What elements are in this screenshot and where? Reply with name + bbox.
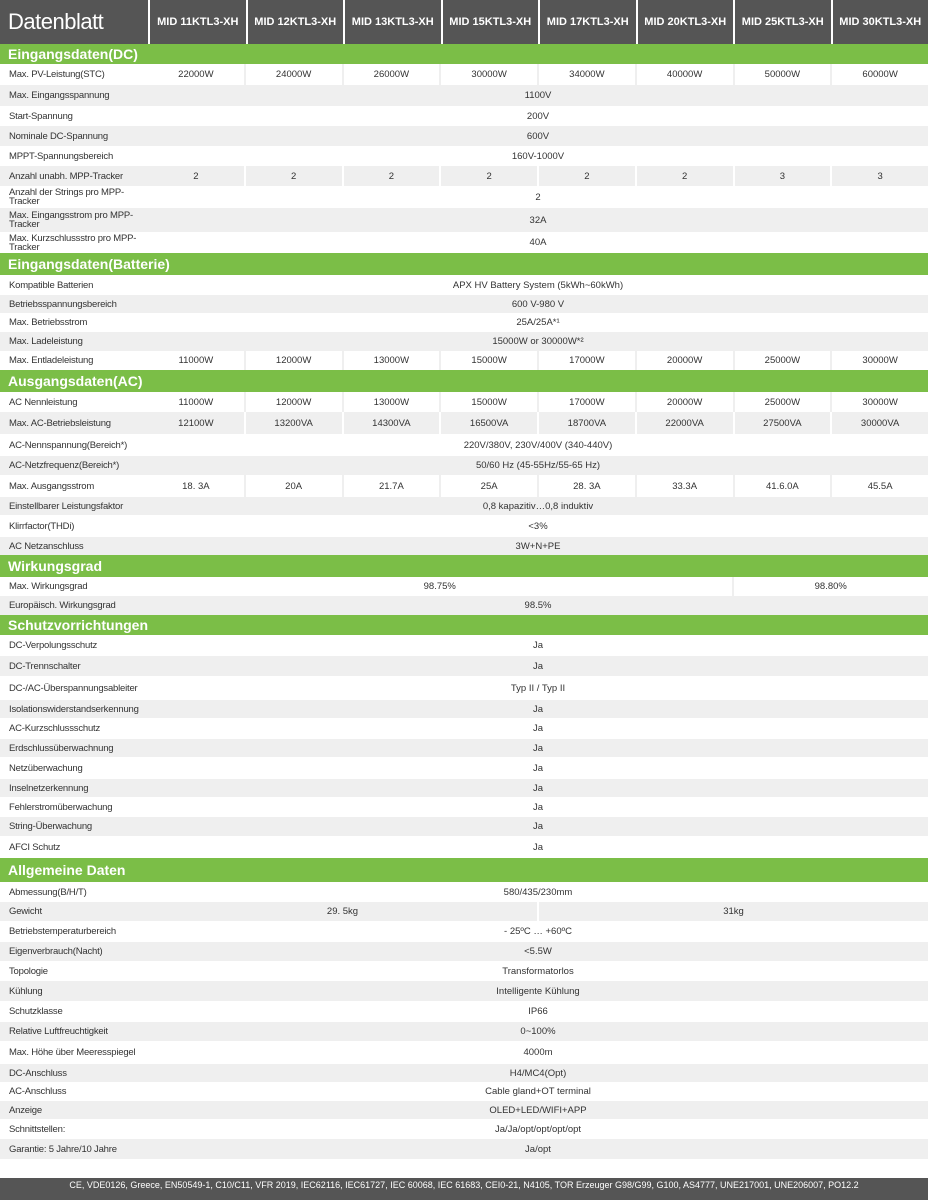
spec-label: Max. Wirkungsgrad xyxy=(9,581,88,592)
spec-value: 29. 5kg xyxy=(326,906,359,917)
spec-label: Anzeige xyxy=(9,1104,42,1116)
spec-value: 41.6.0A xyxy=(733,475,831,497)
spec-label: Klirrfactor(THDi) xyxy=(9,520,75,532)
spec-value: Ja xyxy=(532,742,544,754)
spec-label: Einstellbarer Leistungsfaktor xyxy=(9,500,124,512)
spec-row xyxy=(0,186,928,208)
spec-label: DC-/AC-Überspannungsableiter xyxy=(9,682,138,694)
spec-label: Betriebsspannungsbereich xyxy=(9,298,117,310)
spec-value: 20A xyxy=(244,475,342,497)
spec-value: Ja xyxy=(532,660,544,672)
spec-row xyxy=(0,676,928,700)
spec-value: H4/MC4(Opt) xyxy=(509,1067,567,1079)
spec-value: Ja xyxy=(532,801,544,813)
spec-value: 2 xyxy=(537,166,635,186)
spec-row xyxy=(0,1139,928,1159)
spec-value: 4000m xyxy=(523,1047,553,1058)
spec-label: Anzahl unabh. MPP-Tracker xyxy=(9,170,123,182)
model-header: MID 30KTL3-XH xyxy=(833,0,928,44)
spec-value: - 25ºC … +60ºC xyxy=(504,926,572,937)
spec-row xyxy=(0,1064,928,1082)
spec-row xyxy=(0,961,928,981)
spec-value: Intelligente Kühlung xyxy=(496,985,580,997)
spec-row xyxy=(0,392,928,412)
spec-value: 30000W xyxy=(830,392,928,412)
spec-value: IP66 xyxy=(528,1006,548,1017)
section-header: Schutzvorrichtungen xyxy=(0,615,928,635)
spec-label: Schnittstellen: xyxy=(9,1123,66,1135)
spec-label: Garantie: 5 Jahre/10 Jahre xyxy=(9,1143,117,1155)
section-header: Wirkungsgrad xyxy=(0,555,928,577)
spec-value: 2 xyxy=(342,166,440,186)
spec-row xyxy=(0,836,928,858)
spec-value: OLED+LED/WIFI+APP xyxy=(489,1104,587,1116)
spec-row xyxy=(0,700,928,718)
spec-row xyxy=(0,1041,928,1064)
spec-label: String-Überwachung xyxy=(9,821,92,832)
spec-value: 98.75% xyxy=(423,581,456,592)
spec-value: 26000W xyxy=(342,64,440,85)
spec-value: Ja/opt xyxy=(525,1143,551,1155)
spec-value: 22000VA xyxy=(635,412,733,434)
spec-value: 30000W xyxy=(830,351,928,370)
spec-label: Inselnetzerkennung xyxy=(9,782,89,794)
spec-label: AC Netzanschluss xyxy=(9,540,84,552)
spec-value: 200V xyxy=(526,110,550,122)
spec-value: 3 xyxy=(733,166,831,186)
spec-value: 50000W xyxy=(733,64,831,85)
spec-label: MPPT-Spannungsbereich xyxy=(9,150,114,162)
spec-value: 50/60 Hz (45-55Hz/55-65 Hz) xyxy=(475,460,601,471)
spec-value: 30000VA xyxy=(830,412,928,434)
spec-label: Kühlung xyxy=(9,985,43,997)
spec-row xyxy=(0,295,928,313)
spec-value: 0,8 kapazitiv…0,8 induktiv xyxy=(482,500,594,512)
spec-label: Max. AC-Betriebsleistung xyxy=(9,417,111,429)
spec-row xyxy=(0,1119,928,1139)
spec-value: Ja xyxy=(532,821,544,832)
spec-value: 28. 3A xyxy=(537,475,635,497)
spec-label: Max. Ausgangsstrom xyxy=(9,480,95,492)
spec-label: Schutzklasse xyxy=(9,1006,63,1017)
spec-table xyxy=(0,44,928,1159)
spec-value: 14300VA xyxy=(342,412,440,434)
spec-row xyxy=(0,1022,928,1041)
spec-value: 17000W xyxy=(537,392,635,412)
spec-row xyxy=(0,332,928,351)
spec-row xyxy=(0,166,928,186)
spec-label: Relative Luftfreuchtigkeit xyxy=(9,1026,108,1037)
spec-label: Gewicht xyxy=(9,906,42,917)
spec-label: DC-Verpolungsschutz xyxy=(9,640,98,651)
spec-row xyxy=(0,456,928,475)
spec-value: 45.5A xyxy=(830,475,928,497)
spec-row xyxy=(0,1082,928,1101)
spec-value: Cable gland+OT terminal xyxy=(485,1086,591,1097)
spec-label: AC Nennleistung xyxy=(9,396,78,408)
spec-row xyxy=(0,64,928,85)
spec-label: AFCI Schutz xyxy=(9,841,61,853)
spec-value: APX HV Battery System (5kWh~60kWh) xyxy=(452,279,624,291)
spec-row xyxy=(0,981,928,1001)
spec-label: AC-Anschluss xyxy=(9,1086,67,1097)
spec-value: 32A xyxy=(529,214,547,226)
model-header: MID 12KTL3-XH xyxy=(248,0,344,44)
spec-value: 11000W xyxy=(178,396,214,408)
spec-label: DC-Trennschalter xyxy=(9,660,81,672)
spec-value: Ja xyxy=(532,723,544,734)
spec-value: 27500VA xyxy=(733,412,831,434)
spec-value: 600 V-980 V xyxy=(511,298,565,310)
spec-row xyxy=(0,475,928,497)
spec-value: Ja xyxy=(532,841,544,853)
section-header: Eingangsdaten(DC) xyxy=(0,44,928,64)
sheet-title: Datenblatt xyxy=(0,0,148,44)
spec-value: 34000W xyxy=(537,64,635,85)
spec-value: 2 xyxy=(635,166,733,186)
header-row xyxy=(0,0,928,44)
spec-value: 0~100% xyxy=(520,1026,556,1037)
model-header: MID 25KTL3-XH xyxy=(735,0,831,44)
spec-value: 12000W xyxy=(244,351,342,370)
spec-value: 580/435/230mm xyxy=(503,886,573,898)
spec-value: 21.7A xyxy=(342,475,440,497)
spec-label: Fehlerstromüberwachung xyxy=(9,801,113,813)
spec-value: 13200VA xyxy=(244,412,342,434)
model-header: MID 17KTL3-XH xyxy=(540,0,636,44)
spec-row xyxy=(0,313,928,332)
spec-row xyxy=(0,126,928,146)
spec-value: <3% xyxy=(528,520,548,532)
spec-value: 25A xyxy=(439,475,537,497)
spec-row xyxy=(0,434,928,456)
spec-label: Eigenverbrauch(Nacht) xyxy=(9,946,103,957)
spec-label: Max. Eingangsstrom pro MPP-Tracker xyxy=(9,210,133,230)
spec-value: 98.80% xyxy=(732,577,928,596)
spec-value: 12100W xyxy=(178,417,214,429)
spec-value: 40A xyxy=(529,237,547,248)
spec-label: Max. Kurzschlussstro pro MPP-Tracker xyxy=(9,232,137,253)
spec-row xyxy=(0,515,928,537)
spec-value: 33.3A xyxy=(635,475,733,497)
spec-row xyxy=(0,635,928,656)
spec-row xyxy=(0,497,928,515)
spec-label: Anzahl der Strings pro MPP-Tracker xyxy=(9,187,124,207)
spec-row xyxy=(0,412,928,434)
spec-value: 2 xyxy=(193,170,199,182)
spec-row xyxy=(0,106,928,126)
spec-label: Start-Spannung xyxy=(9,110,73,122)
spec-value: Ja xyxy=(532,762,544,774)
spec-label: Max. PV-Leistung(STC) xyxy=(9,69,105,80)
model-header: MID 15KTL3-XH xyxy=(443,0,539,44)
spec-value: 25A/25A*¹ xyxy=(516,317,560,328)
spec-row xyxy=(0,882,928,902)
spec-value: Ja xyxy=(532,640,544,651)
spec-value: 15000W xyxy=(439,351,537,370)
spec-value: 160V-1000V xyxy=(511,150,565,162)
spec-value: 600V xyxy=(526,130,550,142)
spec-label: Erdschlussüberwachnung xyxy=(9,742,114,754)
spec-row xyxy=(0,797,928,817)
spec-value: 25000W xyxy=(733,351,831,370)
spec-value: 20000W xyxy=(635,392,733,412)
spec-row xyxy=(0,351,928,370)
spec-row xyxy=(0,1001,928,1022)
spec-value: 15000W or 30000W*² xyxy=(492,336,584,347)
spec-label: Max. Eingangsspannung xyxy=(9,90,110,101)
spec-value: 20000W xyxy=(635,351,733,370)
spec-row xyxy=(0,902,928,921)
spec-value: 220V/380V, 230V/400V (340-440V) xyxy=(463,439,613,451)
spec-value: 15000W xyxy=(439,392,537,412)
spec-row xyxy=(0,596,928,615)
spec-row xyxy=(0,232,928,253)
section-header: Allgemeine Daten xyxy=(0,858,928,882)
spec-value: 40000W xyxy=(635,64,733,85)
spec-value: 22000W xyxy=(178,69,214,80)
spec-value: 18700VA xyxy=(537,412,635,434)
spec-value: 24000W xyxy=(244,64,342,85)
spec-value: 12000W xyxy=(244,392,342,412)
spec-label: Topologie xyxy=(9,965,48,977)
spec-row xyxy=(0,577,928,596)
spec-value: Ja/Ja/opt/opt/opt/opt xyxy=(494,1123,582,1135)
spec-label: Europäisch. Wirkungsgrad xyxy=(9,600,116,611)
spec-row xyxy=(0,275,928,295)
model-header: MID 13KTL3-XH xyxy=(345,0,441,44)
spec-value: 1100V xyxy=(524,90,552,101)
spec-value: 13000W xyxy=(342,392,440,412)
spec-value: 18. 3A xyxy=(182,480,210,492)
spec-row xyxy=(0,739,928,757)
spec-label: Max. Entladeleistung xyxy=(9,355,94,366)
model-header: MID 20KTL3-XH xyxy=(638,0,734,44)
spec-value: <5.5W xyxy=(524,946,552,957)
spec-row xyxy=(0,85,928,106)
spec-row xyxy=(0,921,928,942)
spec-value: 17000W xyxy=(537,351,635,370)
spec-value: 2 xyxy=(439,166,537,186)
spec-label: AC-Netzfrequenz(Bereich*) xyxy=(9,460,120,471)
spec-value: 60000W xyxy=(830,64,928,85)
spec-value: 3 xyxy=(830,166,928,186)
spec-label: Nominale DC-Spannung xyxy=(9,130,108,142)
section-header: Eingangsdaten(Batterie) xyxy=(0,253,928,275)
section-header: Ausgangsdaten(AC) xyxy=(0,370,928,392)
spec-row xyxy=(0,537,928,555)
spec-label: Max. Betriebsstrom xyxy=(9,317,88,328)
spec-row xyxy=(0,208,928,232)
model-header: MID 11KTL3-XH xyxy=(150,0,246,44)
spec-value: 2 xyxy=(535,191,541,203)
spec-row xyxy=(0,656,928,676)
spec-label: Max. Ladeleistung xyxy=(9,336,83,347)
spec-row xyxy=(0,757,928,779)
spec-label: Betriebstemperaturbereich xyxy=(9,926,116,937)
spec-label: Abmessung(B/H/T) xyxy=(9,886,87,898)
spec-label: DC-Anschluss xyxy=(9,1067,67,1079)
spec-row xyxy=(0,942,928,961)
spec-label: Netzüberwachung xyxy=(9,762,83,774)
spec-label: Isolationswiderstandserkennung xyxy=(9,703,139,715)
spec-label: AC-Kurzschlussschutz xyxy=(9,723,101,734)
spec-value: Ja xyxy=(532,703,544,715)
spec-label: Max. Höhe über Meeresspiegel xyxy=(9,1047,136,1058)
spec-row xyxy=(0,779,928,797)
spec-row xyxy=(0,1101,928,1119)
spec-value: 13000W xyxy=(342,351,440,370)
spec-label: AC-Nennspannung(Bereich*) xyxy=(9,439,128,451)
spec-value: 31kg xyxy=(537,902,928,921)
spec-value: 16500VA xyxy=(439,412,537,434)
spec-row xyxy=(0,146,928,166)
spec-value: 11000W xyxy=(178,355,214,366)
spec-value: 98.5% xyxy=(524,600,552,611)
spec-value: Transformatorlos xyxy=(502,965,574,977)
spec-value: Typ II / Typ II xyxy=(510,682,566,694)
certifications-footer: CE, VDE0126, Greece, EN50549-1, C10/C11, VFR 2019, IEC62116, IEC61727, IEC 60068, IEC 61683, CEI0-21, N4105, TOR Erzeuger G98/G99, G100, AS4777, UNE217001, UNE206007, PO12.2 xyxy=(0,1178,928,1200)
spec-value: 25000W xyxy=(733,392,831,412)
spec-row xyxy=(0,718,928,739)
spec-value: 3W+N+PE xyxy=(515,540,561,552)
spec-row xyxy=(0,817,928,836)
spec-value: Ja xyxy=(532,782,544,794)
spec-value: 2 xyxy=(244,166,342,186)
spec-value: 30000W xyxy=(439,64,537,85)
spec-label: Kompatible Batterien xyxy=(9,279,94,291)
